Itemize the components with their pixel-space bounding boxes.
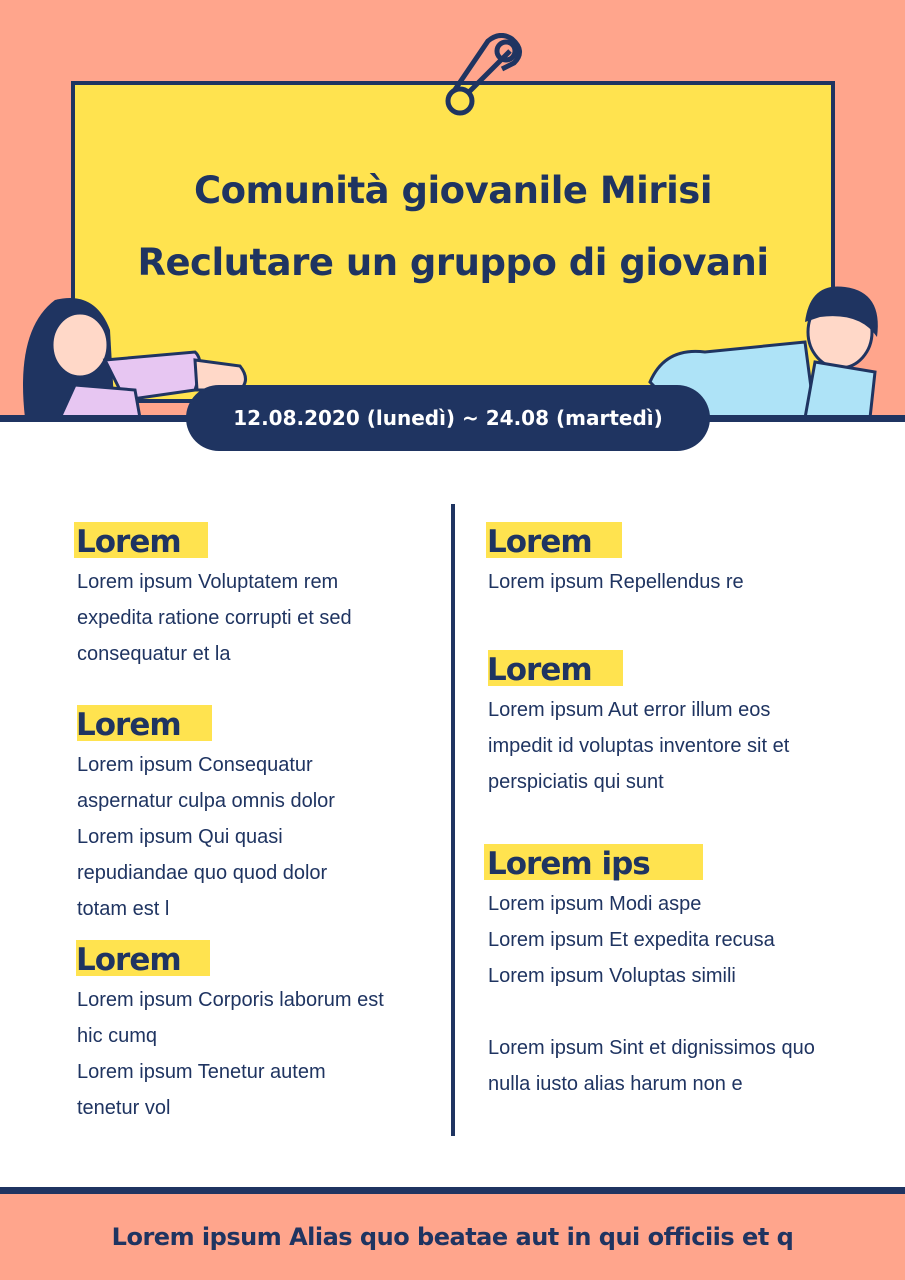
section-body-line: hic cumq bbox=[77, 1025, 158, 1047]
date-badge: 12.08.2020 (lunedì) ~ 24.08 (martedì) bbox=[186, 385, 710, 451]
section-body-line: Lorem ipsum Voluptas simili bbox=[488, 965, 736, 987]
section-body-line: Lorem ipsum Repellendus re bbox=[488, 571, 744, 593]
footer-text: Lorem ipsum Alias quo beatae aut in qui officiis et q bbox=[111, 1223, 794, 1251]
section-heading: Lorem bbox=[76, 942, 181, 978]
section-body-line: Lorem ipsum Aut error illum eos bbox=[488, 699, 771, 721]
section-heading: Lorem ips bbox=[487, 846, 650, 882]
title-line-1: Comunità giovanile Mirisi bbox=[193, 169, 713, 212]
section-heading: Lorem bbox=[487, 652, 592, 688]
section-body-line: consequatur et la bbox=[77, 643, 231, 665]
footer bbox=[0, 1194, 905, 1280]
footer-divider bbox=[0, 1187, 905, 1194]
section-body-line: Lorem ipsum Voluptatem rem bbox=[77, 571, 339, 593]
section-heading: Lorem bbox=[76, 707, 181, 743]
section-body-line: perspiciatis qui sunt bbox=[488, 771, 664, 793]
section-body-line: aspernatur culpa omnis dolor bbox=[77, 790, 335, 812]
title-line-2: Reclutare un gruppo di giovani bbox=[137, 241, 769, 284]
section-body-line: expedita ratione corrupti et sed bbox=[77, 607, 352, 629]
section-body-line: Lorem ipsum Et expedita recusa bbox=[488, 929, 775, 951]
section-body-line: Lorem ipsum Tenetur autem bbox=[77, 1061, 326, 1083]
section-body-line: tenetur vol bbox=[77, 1097, 171, 1119]
section-body-line: Lorem ipsum Corporis laborum est bbox=[77, 989, 384, 1011]
section-body-line: totam est l bbox=[77, 898, 170, 920]
column-divider bbox=[451, 504, 455, 1136]
section-body-line: Lorem ipsum Modi aspe bbox=[488, 893, 702, 915]
safety-pin-icon bbox=[440, 33, 532, 117]
section-body-line: nulla iusto alias harum non e bbox=[488, 1073, 743, 1095]
section-body-line: Lorem ipsum Sint et dignissimos quo bbox=[488, 1037, 815, 1059]
section-body-line: Lorem ipsum Qui quasi bbox=[77, 826, 283, 848]
section-body-line: repudiandae quo quod dolor bbox=[77, 862, 328, 884]
section-body-line: impedit id voluptas inventore sit et bbox=[488, 735, 790, 757]
section-heading: Lorem bbox=[487, 524, 592, 560]
section-heading: Lorem bbox=[76, 524, 181, 560]
section-body-line: Lorem ipsum Consequatur bbox=[77, 754, 313, 776]
